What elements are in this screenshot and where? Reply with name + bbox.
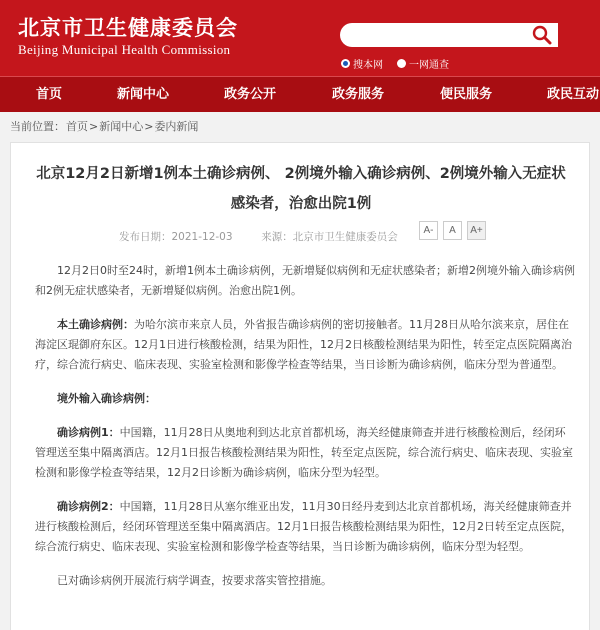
local-case-label: 本土确诊病例： xyxy=(57,318,134,331)
site-title-en: Beijing Municipal Health Commission xyxy=(18,42,231,57)
case-2-label: 确诊病例2： xyxy=(57,500,120,513)
search-icon xyxy=(531,25,553,45)
breadcrumb-separator: > xyxy=(89,119,99,133)
article-panel xyxy=(10,142,590,630)
case-1-text: 中国籍，11月28日从奥地利到达北京首都机场，海关经健康筛查并进行核酸检测后，经闭环管理送至集中隔离酒店。12月1日报告核酸检测结果为阳性，转至定点医院，综合流行病史、临床表现、实验室检测和影像学检查等结果，12月2日诊断为确诊病例，临床分型为轻型。 xyxy=(35,426,573,479)
breadcrumb-prefix: 当前位置： xyxy=(10,120,65,133)
font-default-button[interactable]: A xyxy=(443,221,462,240)
search-input[interactable] xyxy=(350,26,530,44)
search-scope-all-radio[interactable] xyxy=(397,59,406,68)
search-scope xyxy=(341,56,463,70)
search-scope-site-radio[interactable] xyxy=(341,59,350,68)
nav-item-home[interactable]: 首页 xyxy=(36,87,63,102)
article-body xyxy=(35,261,575,605)
nav-item-open-government[interactable]: 政务公开 xyxy=(224,87,277,102)
nav-item-interaction[interactable]: 政民互动 xyxy=(547,87,600,102)
nav-item-public-services[interactable]: 便民服务 xyxy=(440,87,493,102)
font-size-controls xyxy=(419,221,491,240)
article-paragraph xyxy=(35,497,575,557)
publish-date-label: 发布日期： xyxy=(119,231,172,243)
local-case-text: 为哈尔滨市来京人员，外省报告确诊病例的密切接触者。11月28日从哈尔滨来京，居住在海淀区琨御府东区。12月1日进行核酸检测，结果为阳性，12月2日核酸检测结果为阳性，转至定点医院隔离治疗，综合流行病史、临床表现、实验室检测和影像学检查等结果，当日诊断为确诊病例，临床分型为普通型。 xyxy=(35,318,572,371)
nav-item-government-services[interactable]: 政务服务 xyxy=(332,87,385,102)
article-paragraph: 12月2日0时至24时，新增1例本土确诊病例，无新增疑似病例和无症状感染者；新增2例境外输入确诊病例和2例无症状感染者，无新增疑似病例。治愈出院1例。 xyxy=(35,264,575,297)
breadcrumb-separator: > xyxy=(144,119,154,133)
article-paragraph xyxy=(35,389,575,409)
site-header xyxy=(0,0,600,76)
article-title: 北京12月2日新增1例本土确诊病例、 2例境外输入确诊病例、2例境外输入无症状感染者，治愈出院1例 xyxy=(36,166,566,212)
search-button[interactable] xyxy=(525,23,561,47)
breadcrumb-home[interactable]: 首页 xyxy=(66,120,88,133)
case-2-text: 中国籍，11月28日从塞尔维亚出发，11月30日经丹麦到达北京首都机场，海关经健康筛查并进行核酸检测后，经闭环管理送至集中隔离酒店。12月1日报告核酸检测结果为阳性，12月2日转至定点医院，综合流行病史、临床表现、实验室检测和影像学检查等结果，当日诊断为确诊病例，临床分型为轻型。 xyxy=(35,500,572,553)
publish-date: 2021-12-03 xyxy=(171,231,233,243)
search-scope-site-label[interactable]: 搜本网 xyxy=(353,59,383,71)
article-paragraph xyxy=(35,423,575,483)
main-nav xyxy=(0,76,600,112)
font-decrease-button[interactable]: A- xyxy=(419,221,438,240)
case-1-label: 确诊病例1： xyxy=(57,426,120,439)
article-meta xyxy=(119,229,398,244)
breadcrumb-internal-news[interactable]: 委内新闻 xyxy=(154,120,199,133)
article-paragraph xyxy=(35,315,575,375)
nav-item-news[interactable]: 新闻中心 xyxy=(117,87,170,102)
article-paragraph: 已对确诊病例开展流行病学调查，按要求落实管控措施。 xyxy=(57,574,332,587)
font-increase-button[interactable]: A+ xyxy=(467,221,486,240)
imported-cases-heading: 境外输入确诊病例： xyxy=(57,392,156,405)
breadcrumb-news[interactable]: 新闻中心 xyxy=(99,120,144,133)
article-source: 北京市卫生健康委员会 xyxy=(292,231,398,243)
site-title-cn[interactable]: 北京市卫生健康委员会 xyxy=(18,15,238,40)
source-label: 来源： xyxy=(261,231,293,243)
search-scope-all-label[interactable]: 一网通查 xyxy=(409,59,449,71)
breadcrumb xyxy=(10,116,590,136)
